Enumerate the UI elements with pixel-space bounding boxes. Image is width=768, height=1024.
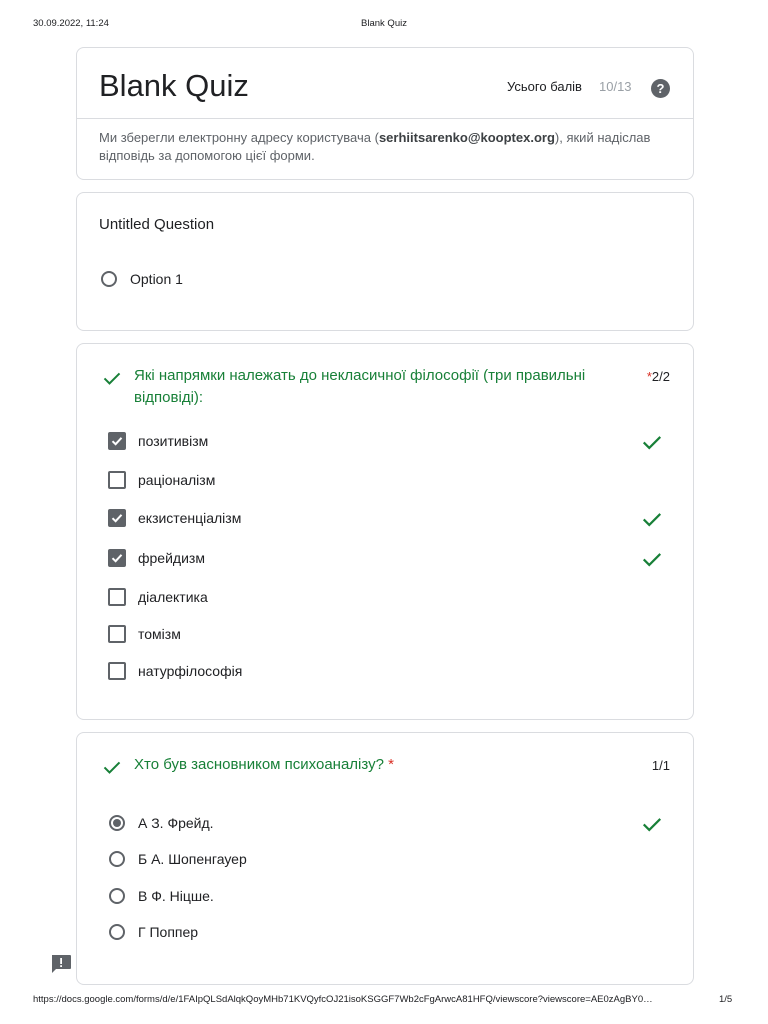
option-label: В Ф. Ніцше. xyxy=(138,888,214,904)
checkbox-option[interactable] xyxy=(77,661,695,685)
required-asterisk: * xyxy=(646,369,652,384)
feedback-icon[interactable] xyxy=(50,954,72,974)
correct-check-icon xyxy=(641,508,663,530)
option-label: позитивізм xyxy=(138,433,209,449)
checkbox-option[interactable] xyxy=(77,624,695,648)
radio-option[interactable] xyxy=(77,922,695,946)
option-label: Option 1 xyxy=(130,271,183,287)
question-title: Untitled Question xyxy=(99,216,215,233)
option-label: Г Поппер xyxy=(138,924,199,940)
correct-check-icon xyxy=(102,368,122,388)
selected-radio-icon[interactable] xyxy=(109,815,125,831)
question-card-philosophy xyxy=(76,343,694,720)
help-icon[interactable]: ? xyxy=(651,79,670,98)
print-datetime: 30.09.2022, 11:24 xyxy=(33,18,109,29)
quiz-header-card xyxy=(76,47,694,180)
option-label: екзистенціалізм xyxy=(138,510,242,526)
radio-option[interactable] xyxy=(77,849,695,873)
radio-button-icon[interactable] xyxy=(101,271,117,287)
checked-checkbox-icon[interactable] xyxy=(108,549,126,567)
question-points: *2/2 xyxy=(646,369,670,384)
print-url: https://docs.google.com/forms/d/e/1FAIpQLSdAlqkQoyMHb71KVQyfcOJ21isoKSGGF7Wb2cFgArwcA81HFQ/viewscore?viewscore=AE0zAgBY0… xyxy=(33,994,653,1005)
radio-option[interactable] xyxy=(77,886,695,910)
radio-button-icon[interactable] xyxy=(109,888,125,904)
radio-option[interactable] xyxy=(77,269,695,293)
checkbox-icon[interactable] xyxy=(108,471,126,489)
option-label: фрейдизм xyxy=(138,550,205,566)
checkbox-option[interactable] xyxy=(77,508,695,532)
quiz-title: Blank Quiz xyxy=(99,68,249,103)
question-points: 1/1 xyxy=(651,758,670,773)
radio-button-icon[interactable] xyxy=(109,851,125,867)
score-label: Усього балів xyxy=(507,79,582,94)
option-label: натурфілософія xyxy=(138,663,243,679)
radio-option[interactable] xyxy=(77,813,695,837)
checkbox-option[interactable] xyxy=(77,470,695,494)
header-divider xyxy=(77,118,693,119)
checked-checkbox-icon[interactable] xyxy=(108,509,126,527)
radio-button-icon[interactable] xyxy=(109,924,125,940)
option-label: А З. Фрейд. xyxy=(138,815,214,831)
checkbox-option[interactable] xyxy=(77,431,695,455)
score-value: 10/13 xyxy=(599,79,632,94)
question-title: Хто був засновником психоаналізу? * xyxy=(134,756,394,773)
correct-check-icon xyxy=(641,548,663,570)
print-title: Blank Quiz xyxy=(361,18,407,29)
question-card-psychoanalysis xyxy=(76,732,694,985)
correct-check-icon xyxy=(641,431,663,453)
option-label: раціоналізм xyxy=(138,472,216,488)
checkbox-option[interactable] xyxy=(77,548,695,572)
respondent-email: serhiitsarenko@kooptex.org xyxy=(378,130,555,145)
checkbox-icon[interactable] xyxy=(108,588,126,606)
checkbox-icon[interactable] xyxy=(108,662,126,680)
question-card-untitled xyxy=(76,192,694,331)
option-label: томізм xyxy=(138,626,181,642)
checkbox-option[interactable] xyxy=(77,587,695,611)
print-page-number: 1/5 xyxy=(719,994,733,1005)
checked-checkbox-icon[interactable] xyxy=(108,432,126,450)
option-label: Б А. Шопенгауер xyxy=(138,851,247,867)
correct-check-icon xyxy=(102,757,122,777)
checkbox-icon[interactable] xyxy=(108,625,126,643)
email-notice: Ми зберегли електронну адресу користувача (serhiitsarenko@kooptex.org), який надіслав відповідь за допомогою цієї форми. xyxy=(99,130,651,163)
question-title: Які напрямки належать до некласичної філософії (три правильні відповіді): xyxy=(134,367,586,406)
required-asterisk: * xyxy=(388,756,394,773)
correct-check-icon xyxy=(641,813,663,835)
option-label: діалектика xyxy=(138,589,208,605)
